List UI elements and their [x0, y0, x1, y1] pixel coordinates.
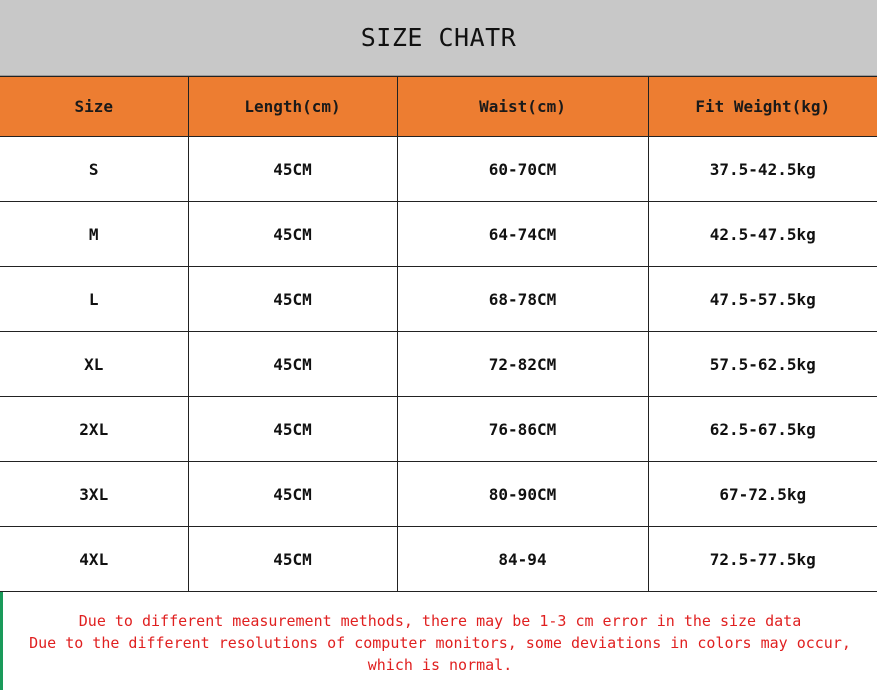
- table-row: [0, 462, 877, 527]
- note-line: Due to the different resolutions of computer monitors, some deviations in colors may occur,: [29, 634, 851, 652]
- cell-size: XL: [0, 332, 188, 397]
- cell-length: 45CM: [188, 267, 397, 332]
- note-line: which is normal.: [367, 656, 513, 674]
- cell-waist: 80-90CM: [397, 462, 648, 527]
- note-line: Due to different measurement methods, there may be 1-3 cm error in the size data: [78, 612, 802, 630]
- cell-length: 45CM: [188, 397, 397, 462]
- cell-waist: 60-70CM: [397, 137, 648, 202]
- cell-fit-weight: 72.5-77.5kg: [648, 527, 877, 592]
- table-row: [0, 137, 877, 202]
- column-header-waist: Waist(cm): [397, 77, 648, 137]
- cell-length: 45CM: [188, 332, 397, 397]
- cell-fit-weight: 67-72.5kg: [648, 462, 877, 527]
- table-row: [0, 397, 877, 462]
- cell-fit-weight: 57.5-62.5kg: [648, 332, 877, 397]
- cell-waist: 84-94: [397, 527, 648, 592]
- cell-waist: 68-78CM: [397, 267, 648, 332]
- cell-size: 2XL: [0, 397, 188, 462]
- table-row: [0, 267, 877, 332]
- cell-fit-weight: 42.5-47.5kg: [648, 202, 877, 267]
- cell-length: 45CM: [188, 137, 397, 202]
- cell-size: 4XL: [0, 527, 188, 592]
- disclaimer-notes: [0, 592, 877, 690]
- cell-fit-weight: 37.5-42.5kg: [648, 137, 877, 202]
- cell-size: L: [0, 267, 188, 332]
- cell-size: S: [0, 137, 188, 202]
- size-chart-table: [0, 76, 877, 592]
- cell-size: M: [0, 202, 188, 267]
- cell-fit-weight: 62.5-67.5kg: [648, 397, 877, 462]
- cell-length: 45CM: [188, 527, 397, 592]
- table-row: [0, 202, 877, 267]
- cell-size: 3XL: [0, 462, 188, 527]
- cell-waist: 72-82CM: [397, 332, 648, 397]
- title-bar: [0, 0, 877, 76]
- column-header-length: Length(cm): [188, 77, 397, 137]
- table-header-row: [0, 77, 877, 137]
- table-row: [0, 527, 877, 592]
- column-header-size: Size: [0, 77, 188, 137]
- column-header-fit-weight: Fit Weight(kg): [648, 77, 877, 137]
- cell-waist: 76-86CM: [397, 397, 648, 462]
- page-title: SIZE CHATR: [360, 23, 517, 52]
- cell-fit-weight: 47.5-57.5kg: [648, 267, 877, 332]
- cell-length: 45CM: [188, 462, 397, 527]
- cell-length: 45CM: [188, 202, 397, 267]
- table-row: [0, 332, 877, 397]
- cell-waist: 64-74CM: [397, 202, 648, 267]
